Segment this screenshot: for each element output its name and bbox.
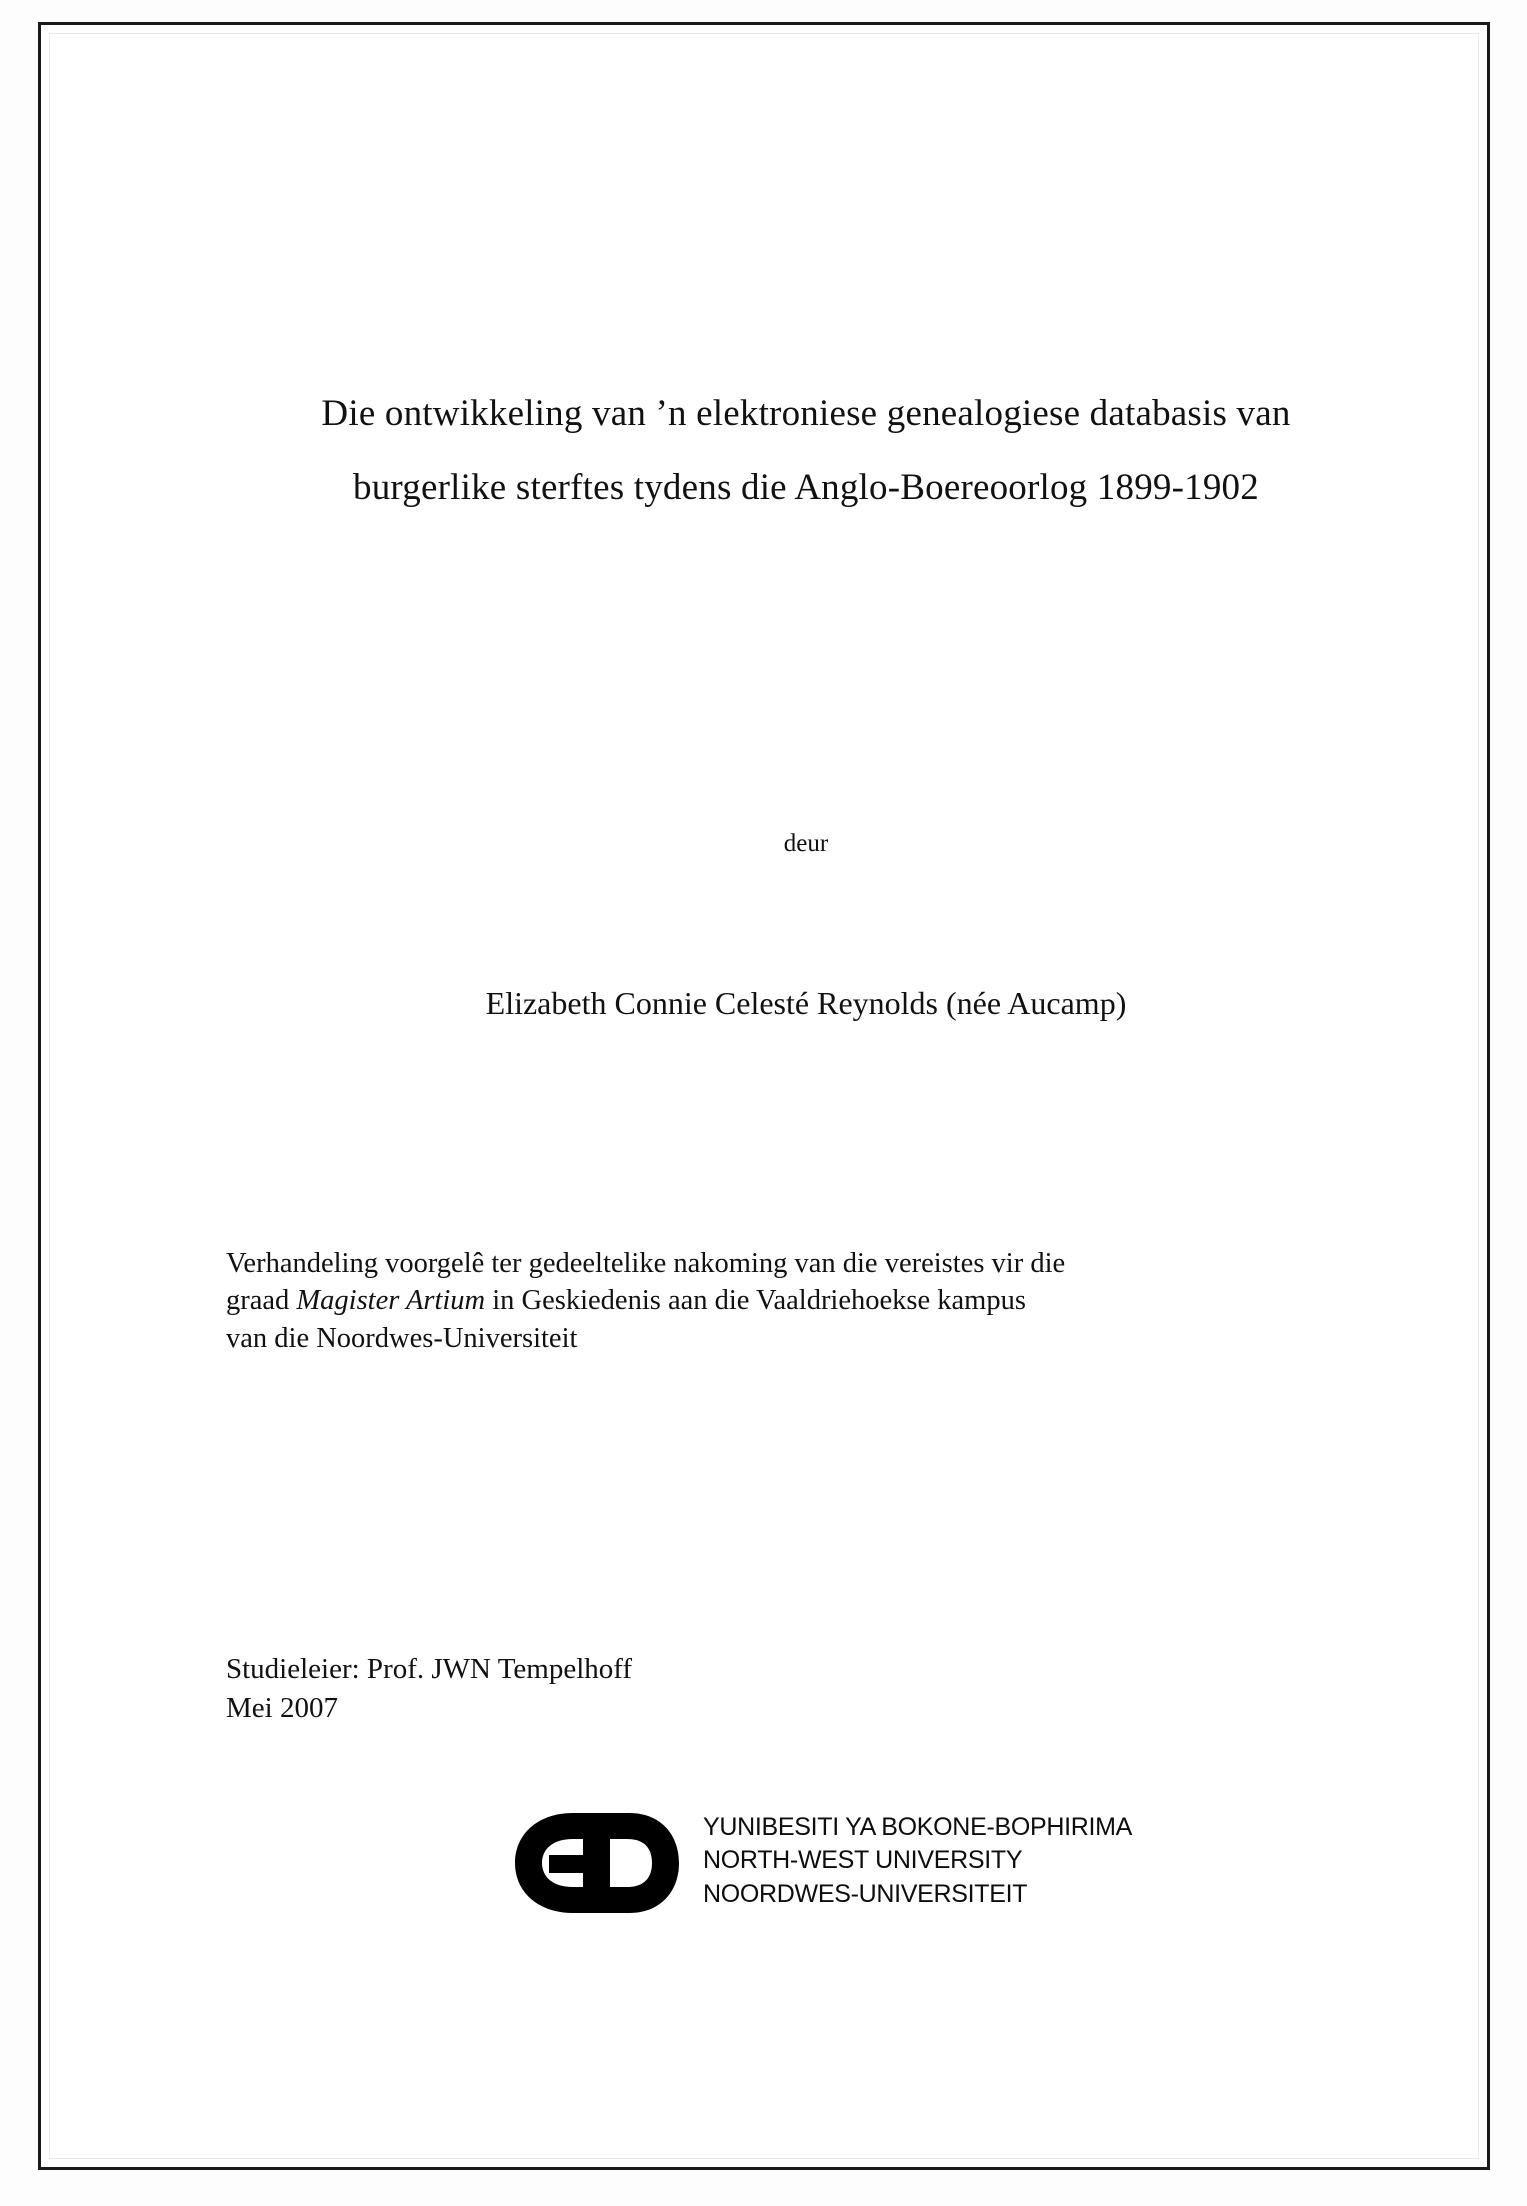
degree-statement: [226, 1245, 1381, 1357]
university-logo: [511, 1805, 1151, 1925]
title-line-2: burgerlike sterftes tydens die Anglo-Boereoorlog 1899-1902: [353, 467, 1259, 508]
thesis-title: [226, 395, 1386, 506]
degree-statement-line-3: van die Noordwes-Universiteit: [226, 1322, 578, 1354]
supervisor-line: Studieleier: Prof. JWN Tempelhoff: [226, 1653, 633, 1685]
degree-statement-line-2: [226, 1282, 1381, 1319]
by-label: deur: [783, 830, 829, 857]
nwu-logo-icon: [511, 1809, 696, 1917]
nwu-logo-text-line-3: NOORDWES-UNIVERSITEIT: [703, 1879, 1028, 1908]
degree-statement-line-1: Verhandeling voorgelê ter gedeeltelike nakoming van die vereistes vir die: [226, 1248, 1066, 1279]
supervisor-block: [226, 1650, 632, 1729]
date-line: Mei 2007: [226, 1692, 338, 1725]
title-line-1: Die ontwikkeling van ’n elektroniese genealogiese databasis van: [321, 393, 1291, 434]
nwu-logo-text: [703, 1811, 1132, 1911]
nwu-logo-text-line-1: YUNIBESITI YA BOKONE-BOPHIRIMA: [703, 1813, 1133, 1841]
degree-statement-line-2-post: in Geskiedenis aan die Vaaldriehoekse kampus: [485, 1285, 1026, 1317]
degree-name-italic: Magister Artium: [296, 1285, 486, 1317]
page-border-frame: [38, 22, 1490, 2170]
author-name: Elizabeth Connie Celesté Reynolds (née Aucamp): [485, 985, 1127, 1021]
title-page-content: [226, 25, 1386, 2167]
nwu-logo-text-line-2: NORTH-WEST UNIVERSITY: [703, 1846, 1023, 1875]
degree-statement-line-2-pre: graad: [226, 1285, 297, 1317]
